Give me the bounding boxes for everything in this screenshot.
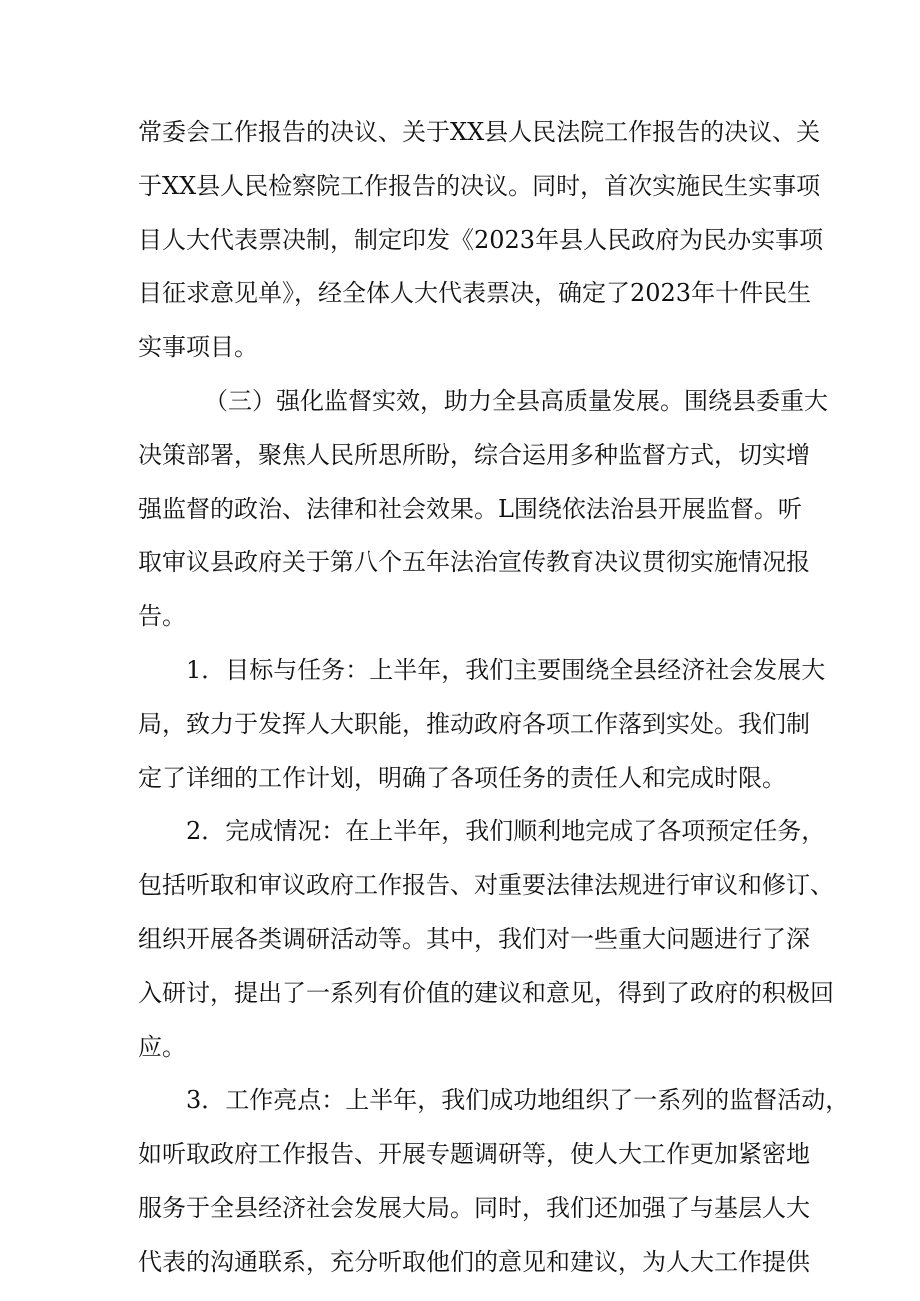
text-line: 于XX县人民检察院工作报告的决议。同时，首次实施民生实事项: [138, 172, 821, 200]
list-item-1-line: 1．目标与任务：上半年，我们主要围绕全县经济社会发展大: [186, 656, 826, 684]
text-line: 目人大代表票决制，制定印发《2023年县人民政府为民办实事项: [138, 226, 824, 254]
text-line: 组织开展各类调研活动等。其中，我们对一些重大问题进行了深: [138, 925, 810, 953]
text-line: 入研讨，提出了一系列有价值的建议和意见，得到了政府的积极回: [138, 979, 834, 1007]
section-heading-line: （三）强化监督实效，助力全县高质量发展。围绕县委重大: [204, 387, 828, 415]
text-line: 常委会工作报告的决议、关于XX县人民法院工作报告的决议、关: [138, 118, 821, 146]
text-line: 实事项目。: [138, 333, 258, 361]
text-line: 目征求意见单》，经全体人大代表票决，确定了2023年十件民生: [138, 279, 812, 307]
text-line: 服务于全县经济社会发展大局。同时，我们还加强了与基层人大: [138, 1194, 810, 1222]
list-item-2-line: 2．完成情况：在上半年，我们顺利地完成了各项预定任务，: [186, 817, 826, 845]
text-line: 应。: [138, 1033, 186, 1061]
text-line: 决策部署，聚焦人民所思所盼，综合运用多种监督方式，切实增: [138, 441, 810, 469]
text-line: 告。: [138, 602, 186, 630]
text-line: 取审议县政府关于第八个五年法治宣传教育决议贯彻实施情况报: [138, 548, 810, 576]
list-item-3-line: 3．工作亮点：上半年，我们成功地组织了一系列的监督活动，: [186, 1086, 850, 1114]
text-line: 局，致力于发挥人大职能，推动政府各项工作落到实处。我们制: [138, 710, 810, 738]
text-line: 如听取政府工作报告、开展专题调研等，使人大工作更加紧密地: [138, 1140, 810, 1168]
text-line: 定了详细的工作计划，明确了各项任务的责任人和完成时限。: [138, 764, 786, 792]
text-line: 代表的沟通联系，充分听取他们的意见和建议，为人大工作提供: [138, 1248, 810, 1276]
text-line: 包括听取和审议政府工作报告、对重要法律法规进行审议和修订、: [138, 871, 834, 899]
text-line: 强监督的政治、法律和社会效果。L围绕依法治县开展监督。听: [138, 495, 802, 523]
